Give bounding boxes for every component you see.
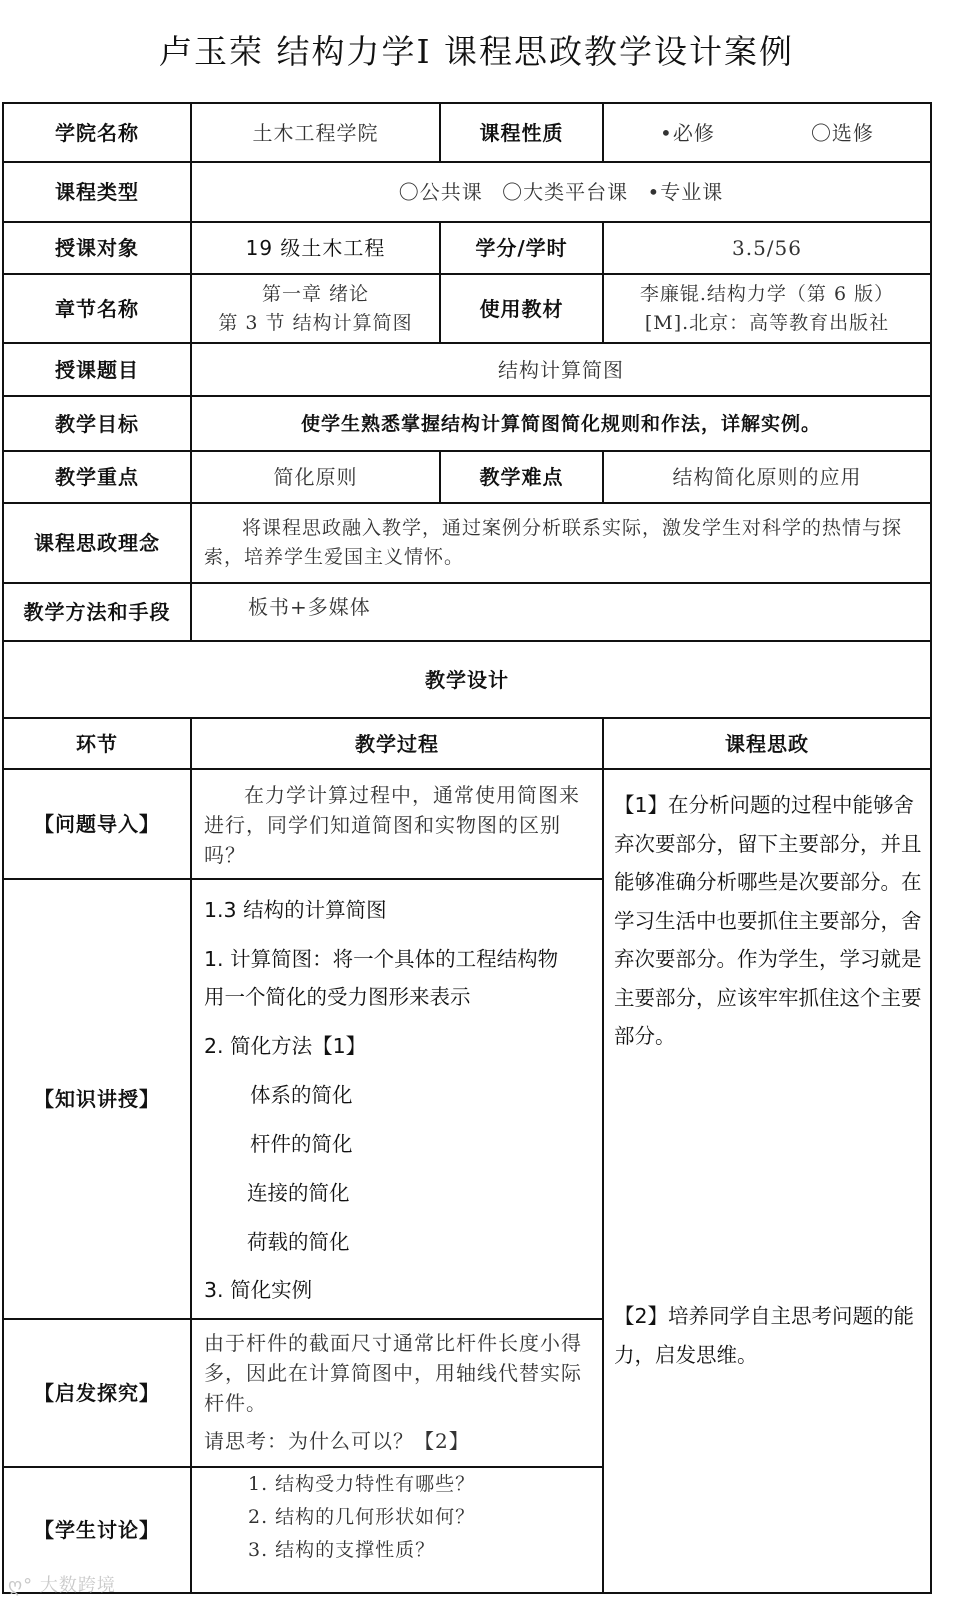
type-value: 〇公共课 〇大类平台课 •专业课 [398, 180, 724, 204]
design-title: 教学设计 [425, 667, 509, 692]
textbook-line1: 李廉锟.结构力学（第 6 版） [639, 282, 895, 305]
lecture-label: 【知识讲授】 [34, 1087, 160, 1111]
watermark [8, 1571, 116, 1597]
ideology-note-1: 【1】在分析问题的过程中能够舍弃次要部分，留下主要部分，并且能够准确分析哪些是次要部分。在学习生活中也要抓住主要部分，舍弃次要部分。作为学生，学习就是主要部分，应该牢牢抓住这个主要部分。 [614, 793, 922, 1048]
method-value: 板书+多媒体 [248, 595, 371, 619]
intro-label: 【问题导入】 [34, 812, 160, 836]
key-point-label: 教学重点 [55, 465, 139, 489]
lecture-item: 1.3 结构的计算简图 [204, 898, 387, 922]
chapter-line2: 第 3 节 结构计算简图 [218, 311, 413, 334]
watermark-text: 大数跨境 [39, 1575, 116, 1596]
goal-value: 使学生熟悉掌握结构计算简图简化规则和作法，详解实例。 [300, 412, 821, 435]
chapter-value [192, 275, 439, 342]
lecture-item: 1. 计算简图：将一个具体的工程结构物 [204, 947, 559, 971]
lecture-item: 2. 简化方法【1】 [204, 1034, 367, 1058]
lecture-item: 杆件的简化 [250, 1132, 353, 1156]
lecture-content [192, 880, 602, 1318]
difficulty-value: 结构简化原则的应用 [672, 465, 862, 489]
discuss-item: 1. 结构受力特性有哪些？ [248, 1473, 476, 1495]
goal-label: 教学目标 [55, 411, 139, 436]
college-value: 土木工程学院 [252, 120, 379, 145]
type-label: 课程类型 [55, 180, 139, 204]
ideology-label: 课程思政理念 [34, 531, 160, 555]
textbook-label: 使用教材 [479, 296, 564, 321]
nature-required: •必修 [660, 120, 715, 145]
discuss-content [192, 1468, 602, 1592]
ideology-note-2: 【2】培养同学自主思考问题的能力，启发思维。 [614, 1304, 915, 1367]
method-label: 教学方法和手段 [23, 600, 171, 624]
difficulty-label: 教学难点 [479, 465, 564, 489]
intro-text: 在力学计算过程中，通常使用简图来进行，同学们知道简图和实物图的区别吗？ [204, 783, 580, 867]
audience-value: 19 级土木工程 [245, 236, 386, 260]
lecture-item: 体系的简化 [250, 1083, 353, 1107]
college-label: 学院名称 [55, 120, 139, 145]
textbook-line2: [M].北京：高等教育出版社 [644, 311, 890, 334]
col-ideology-header: 课程思政 [725, 731, 809, 756]
chapter-label: 章节名称 [55, 296, 139, 321]
credit-label: 学分/学时 [475, 236, 568, 260]
lecture-item: 3. 简化实例 [204, 1278, 313, 1302]
inspire-text: 由于杆件的截面尺寸通常比杆件长度小得多，因此在计算简图中，用轴线代替实际杆件。 [204, 1331, 582, 1415]
discuss-label: 【学生讨论】 [34, 1518, 160, 1542]
topic-value: 结构计算简图 [498, 357, 624, 382]
inspire-content [192, 1320, 602, 1466]
nature-options [604, 104, 930, 161]
lecture-item: 荷载的简化 [247, 1230, 350, 1254]
discuss-item: 3. 结构的支撑性质？ [248, 1539, 436, 1561]
credit-value: 3.5/56 [732, 236, 802, 260]
chapter-line1: 第一章 绪论 [261, 282, 370, 305]
lecture-item: 连接的简化 [247, 1181, 350, 1205]
topic-label: 授课题目 [55, 357, 139, 382]
page-title: 卢玉荣 结构力学Ⅰ 课程思政教学设计案例 [158, 32, 794, 71]
key-point-value: 简化原则 [273, 465, 358, 489]
col-stage-header: 环节 [76, 731, 118, 756]
nature-label: 课程性质 [479, 120, 564, 145]
watermark-logo-icon: ღ° [8, 1575, 34, 1596]
nature-elective: 〇选修 [810, 120, 874, 145]
textbook-value [604, 275, 930, 342]
ideology-value: 将课程思政融入教学，通过案例分析联系实际，激发学生对科学的热情与探索，培养学生爱国主义情怀。 [204, 517, 903, 568]
inspire-question: 请思考：为什么可以？【2】 [204, 1429, 470, 1453]
col-process-header: 教学过程 [355, 731, 439, 756]
discuss-item: 2. 结构的几何形状如何？ [248, 1506, 476, 1528]
audience-label: 授课对象 [55, 236, 139, 260]
inspire-label: 【启发探究】 [34, 1381, 160, 1405]
lecture-item: 用一个简化的受力图形来表示 [204, 985, 471, 1009]
